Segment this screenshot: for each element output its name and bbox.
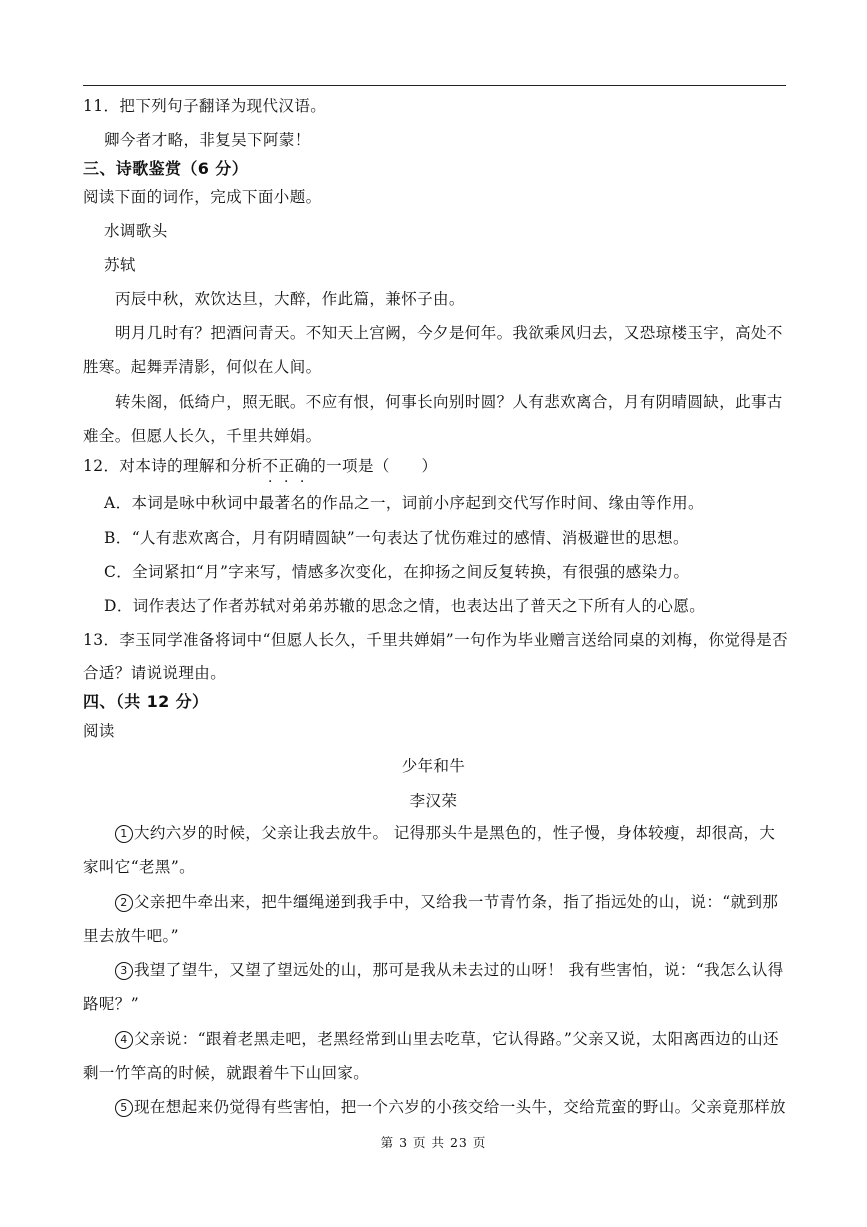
section-3-intro: 阅读下面的词作，完成下面小题。 [83, 188, 322, 206]
story-paragraph-2-line-1: 2 父亲把牛牵出来，把牛缰绳递到我手中，又给我一节青竹条，指了指远处的山，说：“就到那 [115, 891, 778, 913]
story-paragraph-3-line-2: 路呢？” [83, 995, 140, 1013]
emphasis-char: 正 [278, 457, 295, 475]
story-paragraph-1-line-1: 1 大约六岁的时候，父亲让我去放牛。 记得那头牛是黑色的，性子慢，身体较瘦，却很高，大 [115, 822, 775, 844]
story-author: 李汉荣 [409, 792, 458, 810]
poem-preface: 丙辰中秋，欢饮达旦，大醉，作此篇，兼怀子由。 [115, 290, 465, 308]
emphasis-char: 不 [262, 457, 279, 475]
question-12-stem [83, 455, 437, 477]
question-11-sentence: 卿今者才略，非复吴下阿蒙！ [104, 131, 311, 149]
question-12-option-d: D．词作表达了作者苏轼对弟弟苏辙的思念之情，也表达出了普天之下所有人的心愿。 [104, 597, 706, 615]
question-11-title: 11．把下列句子翻译为现代汉语。 [83, 97, 327, 115]
question-12-suffix: 的一项是（ ） [310, 457, 438, 475]
question-12-prefix: 12．对本诗的理解和分析 [83, 457, 263, 475]
paragraph-number-circle: 2 [115, 894, 133, 912]
emphasis-char: 确 [294, 457, 311, 475]
page-footer: 第 3 页 共 23 页 [380, 1135, 487, 1150]
section-4-heading: 四、（共 12 分） [83, 692, 209, 711]
header-rule [83, 85, 786, 86]
poem-paragraph-2-line-2: 难全。但愿人长久，千里共婵娟。 [83, 427, 322, 445]
poem-paragraph-2-line-1: 转朱阁，低绮户，照无眠。不应有恨，何事长向别时圆？人有悲欢离合，月有阴晴圆缺，此事古 [115, 393, 783, 411]
question-12-option-c: C．全词紧扣“月”字来写，情感多次变化，在抑扬之间反复转换，有很强的感染力。 [104, 563, 690, 581]
story-paragraph-4-line-1: 4 父亲说：“跟着老黑走吧，老黑经常到山里去吃草，它认得路。”父亲又说，太阳离西边的山还 [115, 1028, 779, 1050]
story-paragraph-5-line-1: 5 现在想起来仍觉得有些害怕，把一个六岁的小孩交给一头牛，交给荒蛮的野山。父亲竟那样放 [115, 1096, 786, 1118]
story-paragraph-3-line-1: 3 我望了望牛，又望了望远处的山，那可是我从未去过的山呀！ 我有些害怕，说：“我怎么认得 [115, 959, 784, 981]
paragraph-number-circle: 4 [115, 1031, 133, 1049]
paragraph-number-circle: 3 [115, 962, 133, 980]
question-12-option-a: A．本词是咏中秋词中最著名的作品之一，词前小序起到交代写作时间、缘由等作用。 [104, 494, 704, 512]
section-3-heading: 三、诗歌鉴赏（6 分） [83, 159, 249, 178]
question-13-line-2: 合适？请说说理由。 [83, 664, 227, 682]
story-paragraph-2-line-2: 里去放牛吧。” [83, 927, 179, 945]
poem-title: 水调歌头 [104, 222, 168, 240]
story-paragraph-1-line-2: 家叫它“老黑”。 [83, 858, 196, 876]
story-paragraph-4-line-2: 剩一竹竿高的时候，就跟着牛下山回家。 [83, 1064, 370, 1082]
poem-paragraph-1-line-2: 胜寒。起舞弄清影，何似在人间。 [83, 358, 322, 376]
poem-paragraph-1-line-1: 明月几时有？把酒问青天。不知天上宫阙，今夕是何年。我欲乘风归去，又恐琼楼玉宇，高处不 [115, 324, 783, 342]
story-title: 少年和牛 [401, 757, 466, 775]
paragraph-number-circle: 1 [115, 825, 133, 843]
section-4-intro: 阅读 [83, 722, 115, 740]
paragraph-number-circle: 5 [115, 1099, 133, 1117]
poem-author: 苏轼 [104, 256, 136, 274]
question-13-line-1: 13．李玉同学准备将词中“但愿人长久，千里共婵娟”一句作为毕业赠言送给同桌的刘梅，你觉得是否 [83, 631, 788, 649]
question-12-option-b: B．“人有悲欢离合，月有阴晴圆缺”一句表达了忧伤难过的感情、消极避世的思想。 [104, 529, 689, 547]
